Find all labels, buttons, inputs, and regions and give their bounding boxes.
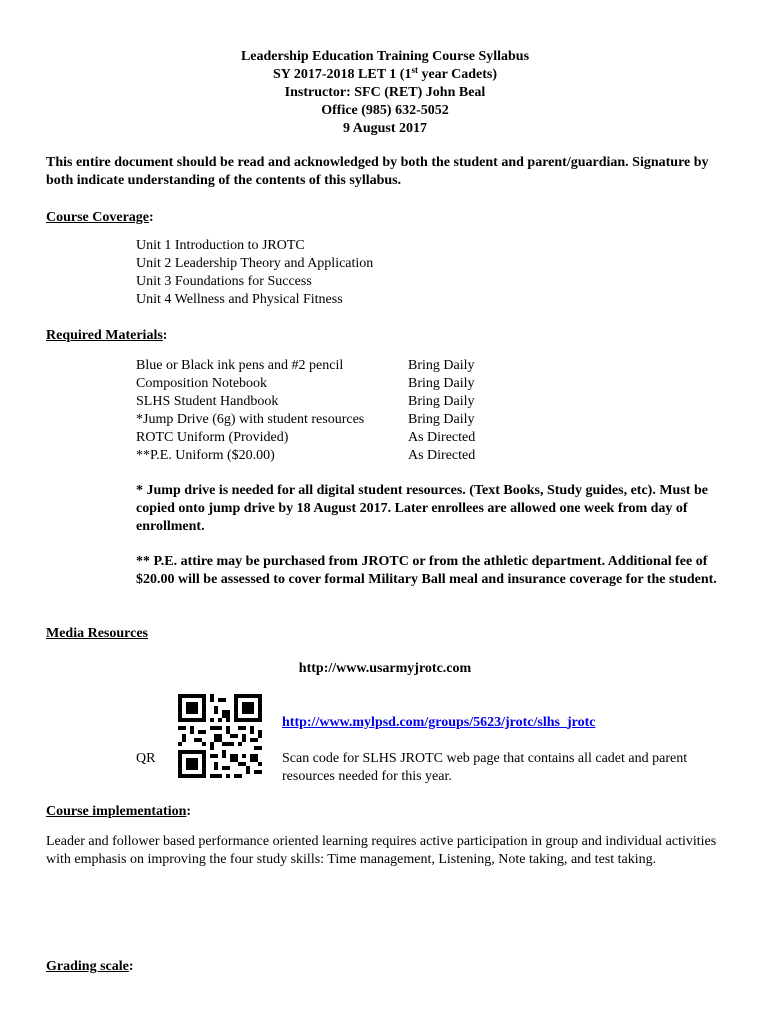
required-materials-heading: Required Materials:: [46, 328, 168, 343]
school-year-text: SY 2017-2018 LET 1 (1: [272, 67, 412, 82]
qr-description: Scan code for SLHS JROTC web page that contains all cadet and parent resources needed for this year.: [282, 751, 688, 784]
material-item: Blue or Black ink pens and #2 pencil: [136, 358, 344, 373]
material-frequency: Bring Daily: [408, 412, 475, 427]
course-implementation-heading: Course implementation:: [46, 804, 192, 819]
qr-label: QR: [136, 751, 156, 766]
instructor-line: Instructor: SFC (RET) John Beal: [284, 85, 486, 100]
table-row: [136, 357, 536, 375]
material-frequency: As Directed: [408, 430, 476, 445]
course-implementation-heading-text: Course implementation: [46, 804, 187, 819]
material-frequency: As Directed: [408, 448, 476, 463]
slhs-jrotc-link[interactable]: http://www.mylpsd.com/groups/5623/jrotc/slhs_jrotc: [282, 715, 596, 730]
list-item: Unit 3 Foundations for Success: [136, 274, 312, 289]
material-frequency: Bring Daily: [408, 376, 475, 391]
ordinal-suffix: st: [411, 65, 418, 75]
table-row: [136, 447, 536, 465]
pe-attire-note: ** P.E. attire may be purchased from JROTC or from the athletic department. Additional fee of $20.00 will be assessed to cover formal Military Ball meal and insurance coverage for the student.: [136, 554, 717, 587]
school-year-text-end: year Cadets): [417, 67, 498, 82]
material-item: *Jump Drive (6g) with student resources: [136, 412, 365, 427]
grading-scale-heading-text: Grading scale: [46, 959, 129, 974]
media-resources-heading-text: Media Resources: [46, 626, 148, 641]
table-row: [136, 393, 536, 411]
materials-table: [136, 357, 536, 465]
jump-drive-note: * Jump drive is needed for all digital student resources. (Text Books, Study guides, etc). Must be copied onto jump drive by 18 August 2017. Later enrollees are allowed one week from day of enrollment.: [136, 483, 708, 534]
material-item: ROTC Uniform (Provided): [136, 430, 289, 445]
document-date: 9 August 2017: [342, 121, 428, 136]
list-item: Unit 1 Introduction to JROTC: [136, 238, 305, 253]
material-frequency: Bring Daily: [408, 394, 475, 409]
unit-list: [136, 237, 373, 309]
media-resources-heading: [46, 625, 148, 643]
material-item: SLHS Student Handbook: [136, 394, 279, 409]
list-item: Unit 2 Leadership Theory and Application: [136, 256, 374, 271]
table-row: [136, 429, 536, 447]
intro-paragraph: This entire document should be read and acknowledged by both the student and parent/guardian. Signature by both indicate understanding of the contents of this syllabus.: [46, 155, 709, 188]
required-materials-heading-text: Required Materials: [46, 328, 163, 343]
material-item: Composition Notebook: [136, 376, 268, 391]
table-row: [136, 375, 536, 393]
school-year-line: [0, 66, 770, 84]
table-row: [136, 411, 536, 429]
qr-code-icon: [178, 694, 262, 778]
jrotc-website-url[interactable]: http://www.usarmyjrotc.com: [298, 661, 472, 676]
course-coverage-heading-text: Course Coverage: [46, 210, 150, 225]
grading-scale-heading: Grading scale:: [46, 959, 134, 974]
material-frequency: Bring Daily: [408, 358, 475, 373]
course-coverage-heading: Course Coverage:: [46, 210, 154, 225]
office-phone: Office (985) 632-5052: [321, 103, 449, 118]
material-item: **P.E. Uniform ($20.00): [136, 448, 275, 463]
document-header: [0, 48, 770, 138]
document-title: Leadership Education Training Course Syllabus: [240, 49, 530, 64]
list-item: Unit 4 Wellness and Physical Fitness: [136, 292, 343, 307]
course-implementation-text: Leader and follower based performance oriented learning requires active participation in group and individual activities with emphasis on improving the four study skills: Time management, Listening, Note taking, and test taking.: [46, 834, 717, 867]
